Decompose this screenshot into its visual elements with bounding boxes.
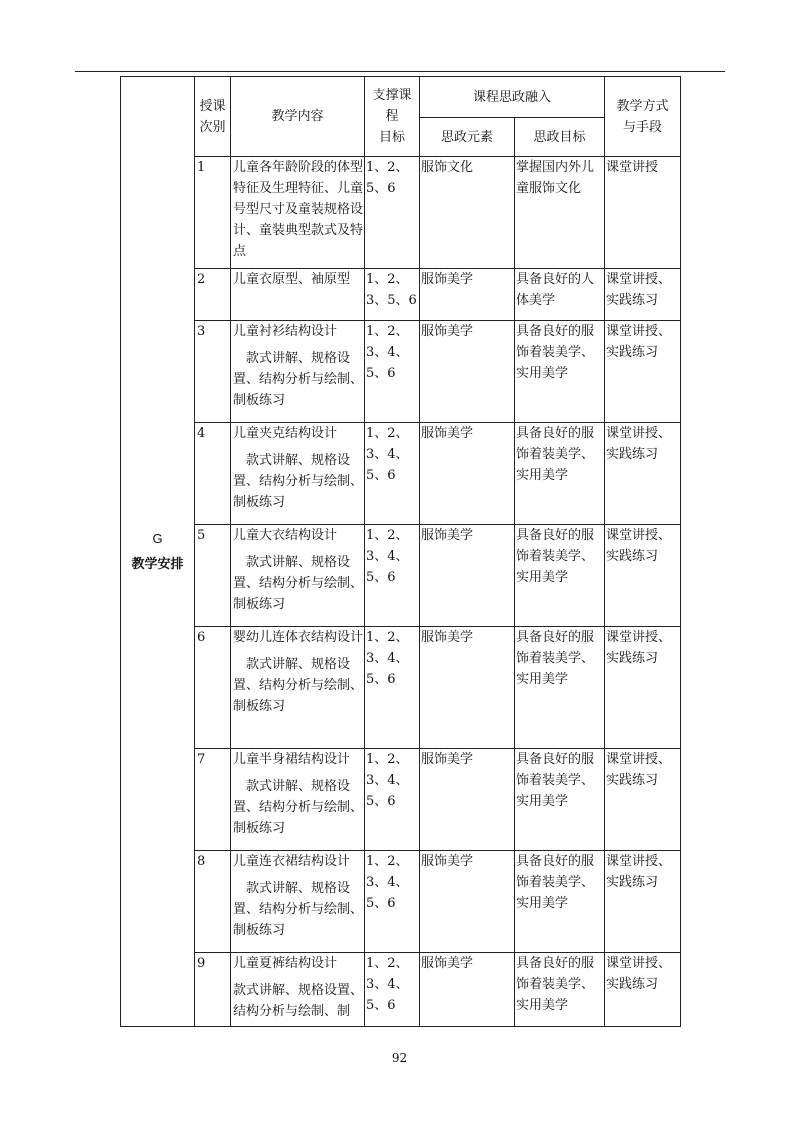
ideology-element: 服饰美学 [421, 426, 474, 441]
ideology-objective: 掌握国内外儿童服饰文化 [516, 160, 595, 196]
objective-cell [515, 851, 605, 953]
content-cell [231, 321, 365, 423]
topic-title: 婴幼儿连体衣结构设计 [233, 630, 364, 645]
support-goals: 1、2、3、4、5、6 [366, 324, 409, 381]
teaching-schedule-table [120, 76, 681, 1027]
section-title: 教学安排 [131, 555, 184, 571]
session-number: 7 [197, 752, 206, 767]
teaching-method: 课堂讲授 [606, 160, 659, 175]
ideology-objective: 具备良好的服饰着装美学、实用美学 [516, 630, 595, 687]
ideology-objective: 具备良好的人体美学 [516, 272, 595, 308]
objective-cell [515, 525, 605, 627]
topic-title: 儿童衣原型、袖原型 [233, 272, 351, 287]
goals-cell [365, 423, 420, 525]
topic-detail: 款式讲解、规格设置、结构分析与绘制、制板练习 [233, 555, 364, 612]
session-number-cell [195, 423, 231, 525]
table-row [121, 525, 681, 627]
header-session: 授课 次别 [195, 77, 231, 157]
session-number-cell [195, 749, 231, 851]
topic-detail: 款式讲解、规格设置、结构分析与绘制、制 [233, 983, 364, 1019]
content-cell [231, 423, 365, 525]
session-number-cell [195, 269, 231, 321]
objective-cell [515, 627, 605, 749]
ideology-element: 服饰美学 [421, 324, 474, 339]
session-number-cell [195, 525, 231, 627]
content-cell [231, 851, 365, 953]
header-goals: 支撑课 程 目标 [365, 77, 420, 157]
method-cell [605, 953, 681, 1027]
ideology-element: 服饰美学 [421, 630, 474, 645]
table-row [121, 269, 681, 321]
objective-cell [515, 269, 605, 321]
session-number-cell [195, 157, 231, 269]
table-row [121, 749, 681, 851]
ideology-objective: 具备良好的服饰着装美学、实用美学 [516, 324, 595, 381]
header-element: 思政元素 [420, 118, 515, 157]
table-row [121, 321, 681, 423]
session-number: 8 [197, 854, 206, 869]
topic-detail: 款式讲解、规格设置、结构分析与绘制、制板练习 [233, 453, 364, 510]
teaching-method: 课堂讲授、实践练习 [606, 324, 672, 360]
header-ideology-goal: 思政目标 [515, 118, 605, 157]
session-number: 6 [197, 630, 206, 645]
element-cell [420, 627, 515, 749]
topic-detail: 款式讲解、规格设置、结构分析与绘制、制板练习 [233, 351, 364, 408]
element-cell [420, 525, 515, 627]
teaching-method: 课堂讲授、实践练习 [606, 752, 672, 788]
table-row [121, 627, 681, 749]
teaching-method: 课堂讲授、实践练习 [606, 426, 672, 462]
content-cell [231, 269, 365, 321]
objective-cell [515, 423, 605, 525]
topic-title: 儿童各年龄阶段的体型特征及生理特征、儿童号型尺寸及童装规格设计、童装典型款式及特点 [233, 160, 364, 259]
support-goals: 1、2、5、6 [366, 160, 409, 196]
section-label-cell [121, 77, 195, 1027]
teaching-method: 课堂讲授、实践练习 [606, 272, 672, 308]
element-cell [420, 423, 515, 525]
goals-cell [365, 269, 420, 321]
method-cell [605, 851, 681, 953]
table-row [121, 157, 681, 269]
element-cell [420, 749, 515, 851]
session-number: 4 [197, 426, 206, 441]
topic-detail: 款式讲解、规格设置、结构分析与绘制、制板练习 [233, 657, 364, 714]
objective-cell [515, 157, 605, 269]
topic-detail: 款式讲解、规格设置、结构分析与绘制、制板练习 [233, 881, 364, 938]
goals-cell [365, 749, 420, 851]
element-cell [420, 321, 515, 423]
ideology-objective: 具备良好的服饰着装美学、实用美学 [516, 854, 595, 911]
session-number-cell [195, 321, 231, 423]
goals-cell [365, 851, 420, 953]
content-cell [231, 749, 365, 851]
objective-cell [515, 321, 605, 423]
ideology-element: 服饰美学 [421, 854, 474, 869]
section-letter: G [152, 530, 163, 546]
support-goals: 1、2、3、4、5、6 [366, 426, 409, 483]
support-goals: 1、2、3、4、5、6 [366, 630, 409, 687]
session-number: 3 [197, 324, 206, 339]
ideology-objective: 具备良好的服饰着装美学、实用美学 [516, 528, 595, 585]
method-cell [605, 157, 681, 269]
element-cell [420, 157, 515, 269]
topic-title: 儿童衬衫结构设计 [233, 324, 338, 339]
content-cell [231, 953, 365, 1027]
ideology-element: 服饰美学 [421, 272, 474, 287]
ideology-element: 服饰美学 [421, 956, 474, 971]
method-cell [605, 525, 681, 627]
teaching-method: 课堂讲授、实践练习 [606, 956, 672, 992]
ideology-objective: 具备良好的服饰着装美学、实用美学 [516, 426, 595, 483]
goals-cell [365, 157, 420, 269]
method-cell [605, 321, 681, 423]
support-goals: 1、2、3、4、5、6 [366, 854, 409, 911]
table-row [121, 953, 681, 1027]
ideology-element: 服饰美学 [421, 528, 474, 543]
support-goals: 1、2、3、4、5、6 [366, 528, 409, 585]
ideology-element: 服饰美学 [421, 752, 474, 767]
header-rule [75, 71, 725, 72]
support-goals: 1、2、3、4、5、6 [366, 956, 409, 1013]
header-ideology: 课程思政融入 [420, 77, 605, 118]
session-number-cell [195, 953, 231, 1027]
goals-cell [365, 525, 420, 627]
topic-title: 儿童夹克结构设计 [233, 426, 338, 441]
goals-cell [365, 321, 420, 423]
method-cell [605, 423, 681, 525]
element-cell [420, 953, 515, 1027]
method-cell [605, 627, 681, 749]
session-number: 9 [197, 956, 206, 971]
objective-cell [515, 749, 605, 851]
topic-detail: 款式讲解、规格设置、结构分析与绘制、制板练习 [233, 779, 364, 836]
session-number: 2 [197, 272, 206, 287]
goals-cell [365, 627, 420, 749]
table-row [121, 423, 681, 525]
ideology-objective: 具备良好的服饰着装美学、实用美学 [516, 956, 595, 1013]
element-cell [420, 269, 515, 321]
element-cell [420, 851, 515, 953]
table-row [121, 851, 681, 953]
content-cell [231, 157, 365, 269]
header-method: 教学方式 与手段 [605, 77, 681, 157]
header-content: 教学内容 [231, 77, 365, 157]
method-cell [605, 749, 681, 851]
topic-title: 儿童连衣裙结构设计 [233, 854, 351, 869]
support-goals: 1、2、3、4、5、6 [366, 752, 409, 809]
objective-cell [515, 953, 605, 1027]
session-number-cell [195, 627, 231, 749]
session-number: 5 [197, 528, 206, 543]
topic-title: 儿童大衣结构设计 [233, 528, 338, 543]
session-number: 1 [197, 160, 206, 175]
support-goals: 1、2、3、5、6 [366, 272, 417, 308]
ideology-objective: 具备良好的服饰着装美学、实用美学 [516, 752, 595, 809]
teaching-method: 课堂讲授、实践练习 [606, 528, 672, 564]
topic-title: 儿童夏裤结构设计 [233, 956, 338, 971]
content-cell [231, 525, 365, 627]
ideology-element: 服饰文化 [421, 160, 474, 175]
page-number: 92 [391, 1051, 408, 1065]
content-cell [231, 627, 365, 749]
method-cell [605, 269, 681, 321]
goals-cell [365, 953, 420, 1027]
topic-title: 儿童半身裙结构设计 [233, 752, 351, 767]
teaching-method: 课堂讲授、实践练习 [606, 630, 672, 666]
teaching-method: 课堂讲授、实践练习 [606, 854, 672, 890]
session-number-cell [195, 851, 231, 953]
